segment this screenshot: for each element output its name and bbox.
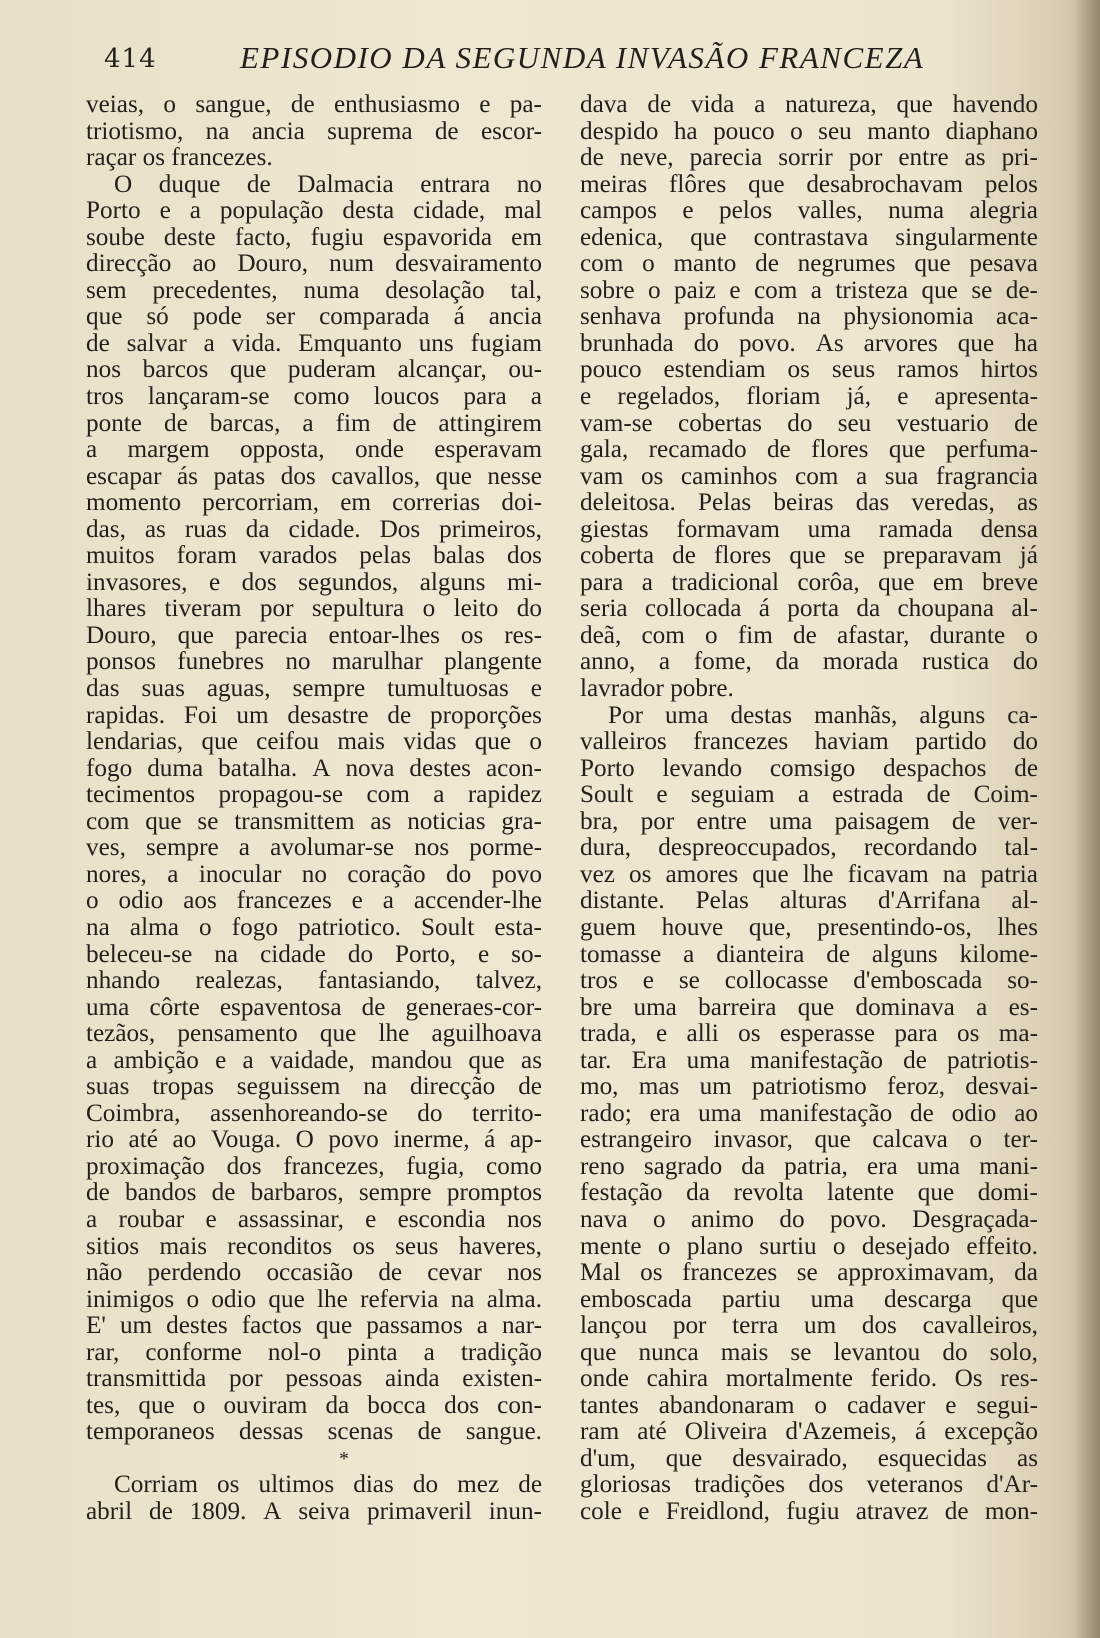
text-line: raçar os francezes. <box>86 144 273 172</box>
text-line: tantes abandonaram o cadaver e segui- <box>580 1391 1038 1419</box>
text-line: rado; era uma manifestação de odio ao <box>580 1099 1038 1127</box>
text-line: vam-se cobertas do seu vestuario de <box>580 409 1038 437</box>
text-line: festação da revolta latente que domi- <box>580 1179 1038 1207</box>
text-line: vez os amores que lhe ficavam na patria <box>580 860 1038 888</box>
text-line: rar, conforme nol-o pinta a tradição <box>86 1338 542 1366</box>
text-line: Mal os francezes se approximavam, da <box>580 1259 1038 1287</box>
text-line: temporaneos dessas scenas de sangue. <box>86 1418 542 1446</box>
text-line: a roubar e assassinar, e escondia nos <box>86 1205 542 1233</box>
text-line: momento percorriam, em correrias doi- <box>86 489 542 517</box>
text-line: com o manto de negrumes que pesava <box>580 250 1038 278</box>
text-line: nhando realezas, fantasiando, talvez, <box>86 967 542 995</box>
text-line: edenica, que contrastava singularmente <box>580 223 1038 251</box>
text-line: tes, que o ouviram da bocca dos con- <box>86 1391 542 1419</box>
section-separator: * <box>339 1447 349 1470</box>
text-line: tros lançaram-se como loucos para a <box>86 383 542 411</box>
text-line: seria collocada á porta da choupana al- <box>580 595 1038 623</box>
text-line: na alma o fogo patriotico. Soult esta- <box>86 913 542 941</box>
text-line: onde cahira mortalmente ferido. Os res- <box>580 1365 1038 1393</box>
text-line: meiras flôres que desabrochavam pelos <box>580 170 1038 198</box>
text-line: de bandos de barbaros, sempre promptos <box>86 1179 542 1207</box>
text-line: Porto levando comsigo despachos de <box>580 754 1038 782</box>
text-line: reno sagrado da patria, era uma mani- <box>580 1152 1038 1180</box>
text-line: pouco estendiam os seus ramos hirtos <box>580 356 1038 384</box>
text-line: brunhada do povo. As arvores que ha <box>580 329 1038 357</box>
text-line: O duque de Dalmacia entrara no <box>114 170 542 198</box>
text-line: valleiros francezes haviam partido do <box>580 728 1038 756</box>
text-line: o odio aos francezes e a accender-lhe <box>86 887 542 915</box>
text-line: fogo duma batalha. A nova destes acon- <box>86 754 542 782</box>
text-line: nava o animo do povo. Desgraçada- <box>580 1205 1038 1233</box>
text-line: de salvar a vida. Emquanto uns fugiam <box>86 329 542 357</box>
text-line: muitos foram varados pelas balas dos <box>86 542 542 570</box>
text-line: abril de 1809. A seiva primaveril inun- <box>86 1497 542 1525</box>
text-line: giestas formavam uma ramada densa <box>580 515 1038 543</box>
text-line: d'um, que desvairado, esquecidas as <box>580 1444 1038 1472</box>
text-line: coberta de flores que se preparavam já <box>580 542 1038 570</box>
text-line: soube deste facto, fugiu espavorida em <box>86 223 542 251</box>
text-line: que só pode ser comparada á ancia <box>86 303 542 331</box>
text-line: para a tradicional corôa, que em breve <box>580 568 1038 596</box>
text-line: sobre o paiz e com a tristeza que se de- <box>580 276 1038 304</box>
text-line: uma côrte espaventosa de generaes-cor- <box>86 993 542 1021</box>
text-line: tezãos, pensamento que lhe aguilhoava <box>86 1020 542 1048</box>
text-line: triotismo, na ancia suprema de escor- <box>86 117 542 145</box>
text-line: veias, o sangue, de enthusiasmo e pa- <box>86 91 542 118</box>
text-line: rapidas. Foi um desastre de proporções <box>86 701 542 729</box>
left-text-column <box>86 92 542 1526</box>
text-line: trada, e alli os esperasse para os ma- <box>580 1020 1038 1048</box>
text-line: dura, despreoccupados, recordando tal- <box>580 834 1038 862</box>
text-line: despido ha pouco o seu manto diaphano <box>580 117 1038 145</box>
text-line: deleitosa. Pelas beiras das veredas, as <box>580 489 1038 517</box>
text-line: com que se transmittem as noticias gra- <box>86 807 542 835</box>
text-line: E' um destes factos que passamos a nar- <box>86 1312 542 1340</box>
text-line: tomasse a dianteira de alguns kilome- <box>580 940 1038 968</box>
text-line: estrangeiro invasor, que calcava o ter- <box>580 1126 1038 1154</box>
text-line: tar. Era uma manifestação de patriotis- <box>580 1046 1038 1074</box>
text-line: tecimentos propagou-se com a rapidez <box>86 781 542 809</box>
text-line: ponte de barcas, a fim de attingirem <box>86 409 542 437</box>
text-line: distante. Pelas alturas d'Arrifana al- <box>580 887 1038 915</box>
text-line: Douro, que parecia entoar-lhes os res- <box>86 621 542 649</box>
text-line: escapar ás patas dos cavallos, que nesse <box>86 462 542 490</box>
text-line: não perdendo occasião de cevar nos <box>86 1259 542 1287</box>
text-line: direcção ao Douro, num desvairamento <box>86 250 542 278</box>
text-line: rio até ao Vouga. O povo inerme, á ap- <box>86 1126 542 1154</box>
text-line: guem houve que, presentindo-os, lhes <box>580 913 1038 941</box>
text-line: mo, mas um patriotismo feroz, desvai- <box>580 1073 1038 1101</box>
text-line: lendarias, que ceifou mais vidas que o <box>86 728 542 756</box>
text-line: anno, a fome, da morada rustica do <box>580 648 1038 676</box>
text-line: mente o plano surtiu o desejado effeito. <box>580 1232 1038 1260</box>
text-line: lavrador pobre. <box>580 675 734 703</box>
text-line: dava de vida a natureza, que havendo <box>580 91 1038 118</box>
text-line: gala, recamado de flores que perfuma- <box>580 436 1038 464</box>
text-line: ram até Oliveira d'Azemeis, á excepção <box>580 1418 1038 1446</box>
text-line: cole e Freidlond, fugiu atravez de mon- <box>580 1497 1038 1525</box>
page-number: 414 <box>104 44 157 74</box>
text-line: lançou por terra um dos cavalleiros, <box>580 1312 1038 1340</box>
text-line: bre uma barreira que dominava a es- <box>580 993 1038 1021</box>
text-line: nos barcos que puderam alcançar, ou- <box>86 356 542 384</box>
text-line: Coimbra, assenhoreando-se do territo- <box>86 1099 542 1127</box>
text-line: campos e pelos valles, numa alegria <box>580 197 1038 225</box>
text-line: a ambição e a vaidade, mandou que as <box>86 1046 542 1074</box>
text-line: inimigos o odio que lhe refervia na alma. <box>86 1285 542 1313</box>
text-line: sem precedentes, numa desolação tal, <box>86 276 542 304</box>
text-line: tros e se collocasse d'emboscada so- <box>580 967 1038 995</box>
text-line: a margem opposta, onde esperavam <box>86 436 542 464</box>
text-line: Por uma destas manhãs, alguns ca- <box>608 701 1038 729</box>
text-line: ponsos funebres no marulhar plangente <box>86 648 542 676</box>
text-line: deã, com o fim de afastar, durante o <box>580 621 1038 649</box>
text-line: Corriam os ultimos dias do mez de <box>114 1471 542 1499</box>
text-line: Porto e a população desta cidade, mal <box>86 197 542 225</box>
text-line: emboscada partiu uma descarga que <box>580 1285 1038 1313</box>
text-line: gloriosas tradições dos veteranos d'Ar- <box>580 1471 1038 1499</box>
right-text-column <box>580 92 1038 1526</box>
text-line: Soult e seguiam a estrada de Coim- <box>580 781 1038 809</box>
text-line: e regelados, floriam já, e apresenta- <box>580 383 1038 411</box>
text-line: invasores, e dos segundos, alguns mi- <box>86 568 542 596</box>
text-line: das, as ruas da cidade. Dos primeiros, <box>86 515 542 543</box>
text-line: que nunca mais se levantou do solo, <box>580 1338 1038 1366</box>
text-line: bra, por entre uma paisagem de ver- <box>580 807 1038 835</box>
text-line: vam os caminhos com a sua fragrancia <box>580 462 1038 490</box>
text-line: beleceu-se na cidade do Porto, e so- <box>86 940 542 968</box>
page-edge-shadow <box>1074 0 1100 1638</box>
text-line: lhares tiveram por sepultura o leito do <box>86 595 542 623</box>
text-line: nores, a inocular no coração do povo <box>86 860 542 888</box>
text-line: suas tropas seguissem na direcção de <box>86 1073 542 1101</box>
text-line: de neve, parecia sorrir por entre as pri- <box>580 144 1038 172</box>
text-line: das suas aguas, sempre tumultuosas e <box>86 675 542 703</box>
running-title: EPISODIO DA SEGUNDA INVASÃO FRANCEZA <box>240 40 925 75</box>
text-line: ves, sempre a avolumar-se nos pormе- <box>86 834 542 862</box>
text-line: transmittida por pessoas ainda existen- <box>86 1365 542 1393</box>
text-line: sitios mais reconditos os seus haveres, <box>86 1232 542 1260</box>
text-line: senhava profunda na physionomia aca- <box>580 303 1038 331</box>
text-line: proximação dos francezes, fugia, como <box>86 1152 542 1180</box>
page-header <box>100 36 980 80</box>
